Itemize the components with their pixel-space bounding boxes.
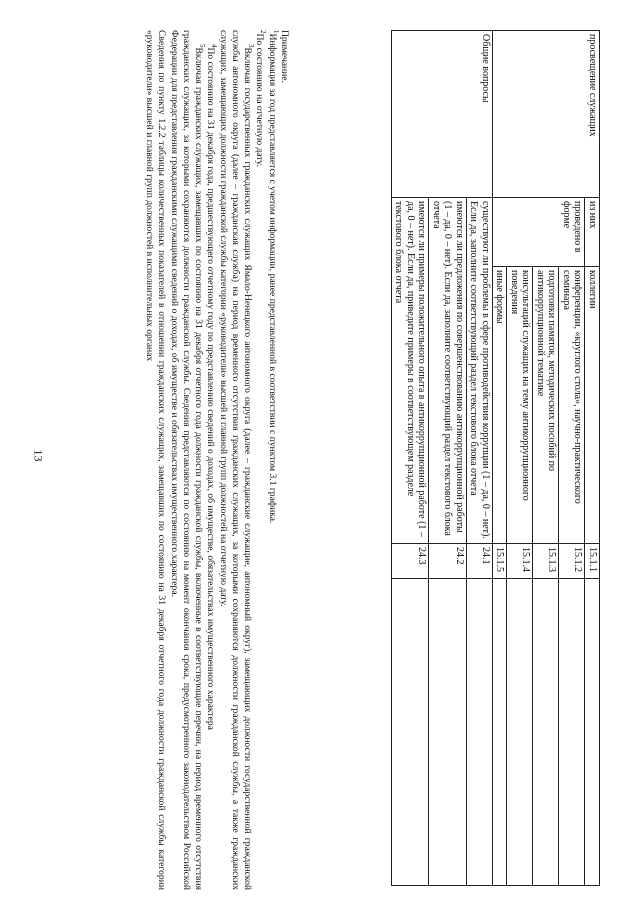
note-6: Сведения по пункту 1.2.2 таблицы количественных показателей в отношении гражданских служащих, замещавших по состоянию на 31 декабря отчетного года должности гражданской службы категории «руководители» высшей и главной групп должностей в исполнительных органах xyxy=(144,30,168,890)
description-cell: конференции, «круглого стола», научно-практического семинара xyxy=(559,267,585,544)
description-cell: коллегии xyxy=(585,267,600,544)
question-cell: имеются ли предложения по совершенствованию антикоррупционной работы (1 – да, 0 – нет). Если да, заполните соответствующий раздел текстового блока отчета xyxy=(429,198,467,544)
note-1: $^1$Информация за год представляется с учетом информации, ранее представленной в соответствии с пунктом 3.1 графика. xyxy=(266,30,280,524)
section-cell: Общие вопросы xyxy=(392,31,493,198)
description-cell: иные формы xyxy=(493,267,508,544)
question-cell: имеются ли примеры положительного опыта в антикоррупционной работе (1 – да, 0 – нет). Если да, приведите примеры в соответствующем разделе текстового блока отчета xyxy=(392,198,430,544)
code-cell: 24.3 xyxy=(392,544,430,579)
note-4: $^4$По состоянию на 31 декабря года, предшествующего отчетному году по представлению сведений о доходах, об имуществе, обязательствах имущественного характера xyxy=(205,44,219,730)
value-cell xyxy=(533,579,559,886)
question-cell: существуют ли проблемы в сфере противодействия коррупции (1 – да, 0 – нет). Если да, заполните соответствующий раздел текстового блока отчета xyxy=(467,198,493,544)
value-cell xyxy=(559,579,585,886)
value-cell xyxy=(493,579,508,886)
value-cell xyxy=(467,579,493,886)
page-number: 13 xyxy=(31,449,46,462)
notes-heading: Примечание. xyxy=(279,30,290,83)
subsection-cell: из них xyxy=(585,198,600,267)
note-5: $^5$Включая гражданских служащих, замещавших по состоянию на 31 декабря отчетного года должности гражданской службы, включенные в соответствующие перечни, на период временного отсутствия гражданских служащих, за которыми сохраняются должности гражданской службы. Сведения представляются по состоянию на момент окончания срока, предусмотренного законодательством Российской Федерации для представления гражданскими служащими сведений о доходах, об имуществе и обязательствах имущественного характера. xyxy=(168,30,207,890)
code-cell: 15.1.3 xyxy=(533,544,559,579)
code-cell: 15.1.1 xyxy=(585,544,600,579)
code-cell: 24.2 xyxy=(429,544,467,579)
code-cell: 15.1.4 xyxy=(507,544,533,579)
table-row xyxy=(467,31,493,886)
note-2: $^2$По состоянию на отчетную дату. xyxy=(254,30,268,167)
description-cell: подготовки памяток, методических пособий по антикоррупционной тематике xyxy=(533,267,559,544)
code-cell: 15.1.2 xyxy=(559,544,585,579)
subsection-cell: проведено в форме xyxy=(493,198,586,267)
value-cell xyxy=(507,579,533,886)
note-3: $^3$Включая государственных гражданских служащих Ямало-Ненецкого автономного округа (далее – гражданские служащие, автономный округ), замещающих должности государственной гражданской службы автономного округа (далее – гражданская служба) на период временного отсутствия гражданских служащих, за которыми сохраняются должности гражданской службы, а также гражданских служащих, замещающих должности гражданской службы категории «руководители» высшей и главной групп должностей на отчетную дату. xyxy=(217,30,256,890)
value-cell xyxy=(429,579,467,886)
section-cell: просвещение служащих xyxy=(493,31,600,198)
code-cell: 24.1 xyxy=(467,544,493,579)
notes-block xyxy=(143,30,290,890)
value-cell xyxy=(585,579,600,886)
report-table xyxy=(391,30,600,886)
value-cell xyxy=(392,579,430,886)
description-cell: консультаций служащих на тему антикоррупционного поведения xyxy=(507,267,533,544)
rotated-page-content xyxy=(40,30,600,890)
code-cell: 15.1.5 xyxy=(493,544,508,579)
table-row xyxy=(585,31,600,886)
